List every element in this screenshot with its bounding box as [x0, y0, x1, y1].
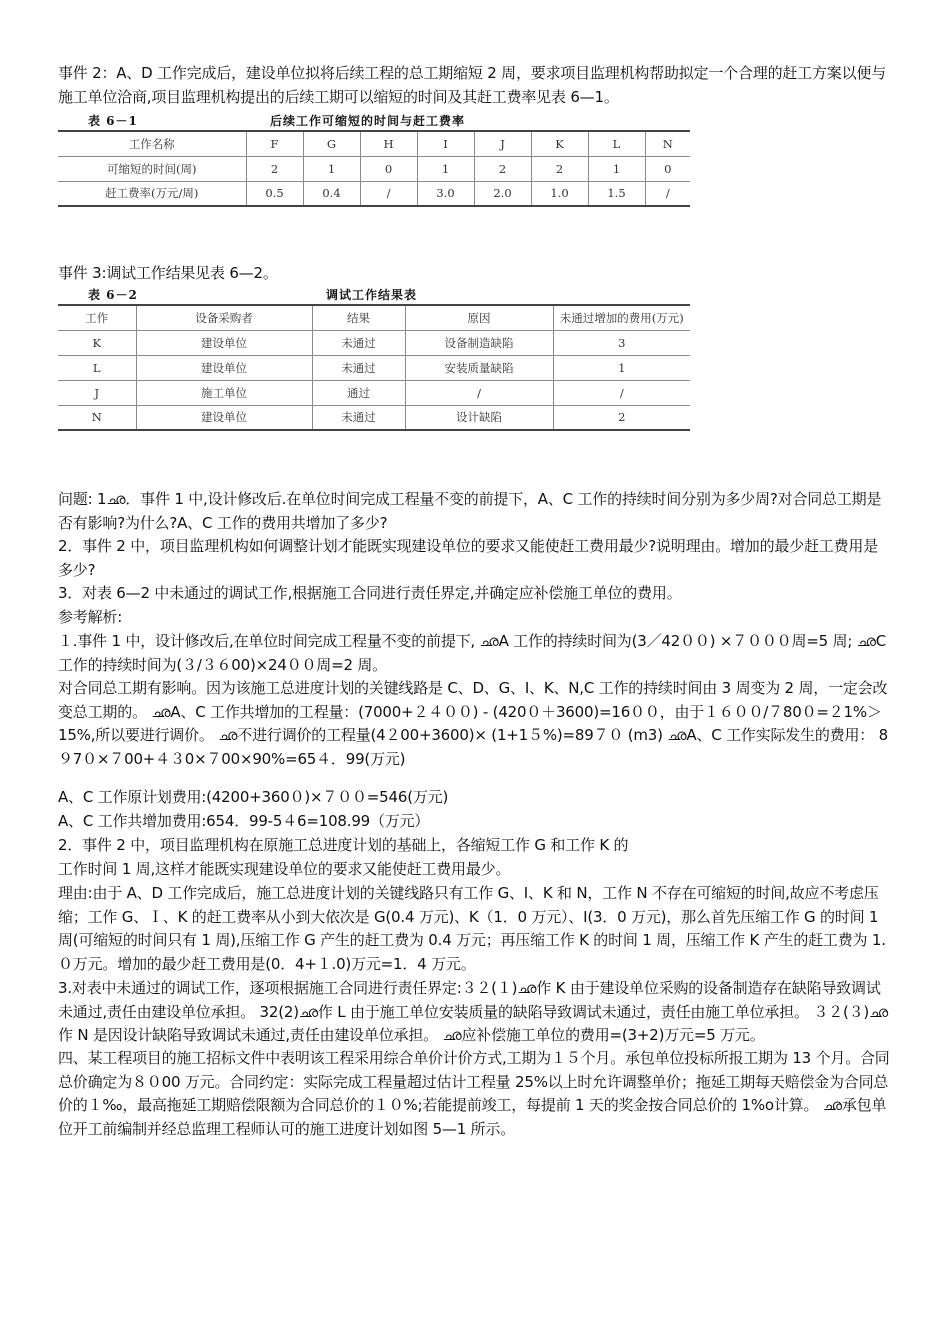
- event2-paragraph: 事件 2：A、D 工作完成后，建设单位拟将后续工程的总工期缩短 2 周，要求项目监理机构帮助拟定一个合理的赶工方案以便与施工单位洽商,项目监理机构提出的后续工期可以缩短的时间及其赶工费率见表 6—1。: [58, 64, 886, 106]
- table-header-cell: 工作名称: [58, 131, 246, 156]
- table-header-cell: 结果: [312, 305, 405, 330]
- table-cell: 3: [553, 330, 690, 355]
- table-cell: 0: [360, 156, 417, 181]
- table-cell: 2.0: [474, 181, 531, 206]
- table-cell: 未通过: [312, 405, 405, 430]
- table-cell: 0: [645, 156, 690, 181]
- table-cell: L: [58, 355, 136, 380]
- table-cell: 施工单位: [136, 380, 312, 405]
- question-1: 问题: 1ഛ．事件 1 中,设计修改后.在单位时间完成工程量不变的前提下，A、C 工作的持续时间分别为多少周?对合同总工期是否有影响?为什么?A、C 工作的费用共增加了多少?: [58, 490, 882, 532]
- table-cell: 可缩短的时间(周): [58, 156, 246, 181]
- table-cell: 2: [474, 156, 531, 181]
- table-cell: 1.5: [588, 181, 645, 206]
- table-row: [58, 156, 690, 181]
- answer-2-line2: 工作时间 1 周,这样才能既实现建设单位的要求又能使赶工费用最少。: [58, 860, 511, 878]
- table-6-2-number: 表 6－2: [88, 288, 138, 302]
- table-header-cell: H: [360, 131, 417, 156]
- table-6-2: [58, 284, 690, 431]
- table-cell: 未通过: [312, 330, 405, 355]
- table-header-cell: 未通过增加的费用(万元): [553, 305, 690, 330]
- table-6-2-caption: [58, 284, 690, 304]
- table-cell: 设计缺陷: [405, 405, 553, 430]
- table-6-2-grid: [58, 304, 690, 431]
- table-6-1-grid: [58, 130, 690, 207]
- table-6-1-title: 后续工作可缩短的时间与赶工费率: [270, 114, 466, 128]
- table-row: [58, 131, 690, 156]
- table-cell: J: [58, 380, 136, 405]
- table-header-cell: K: [531, 131, 588, 156]
- table-header-cell: G: [303, 131, 360, 156]
- answer-2-line1: 2．事件 2 中，项目监理机构在原施工总进度计划的基础上，各缩短工作 G 和工作 K 的: [58, 836, 629, 854]
- table-cell: 建设单位: [136, 405, 312, 430]
- table-cell: 0.4: [303, 181, 360, 206]
- event3-paragraph: 事件 3:调试工作结果见表 6—2。: [58, 264, 278, 282]
- table-header-cell: F: [246, 131, 303, 156]
- table-cell: 通过: [312, 380, 405, 405]
- table-6-1: [58, 110, 690, 207]
- table-row: [58, 355, 690, 380]
- table-cell: 建设单位: [136, 330, 312, 355]
- reference-heading: 参考解析:: [58, 608, 123, 626]
- table-cell: 安装质量缺陷: [405, 355, 553, 380]
- table-6-2-title: 调试工作结果表: [326, 288, 418, 302]
- table-cell: 1: [588, 156, 645, 181]
- answer-1-impact: 对合同总工期有影响。因为该施工总进度计划的关键线路是 C、D、G、I、K、N,C 工作的持续时间由 3 周变为 2 周，一定会改变总工期的。 ഛA、C 工作共增加的工程量：(7000+２４００) - (420０＋3600)=16００，由于１６００/７80０=２1%＞15%,所以要进行调价。 ഛ不进行调价的工程量(4２00+3600)× (1+1５%)=89７０ (m3) ഛA、C 工作实际发生的费用： 8９7０×７00+４３0×７00×90%=65４．99(万元): [58, 679, 889, 768]
- table-cell: 未通过: [312, 355, 405, 380]
- table-row: [58, 181, 690, 206]
- table-cell: /: [645, 181, 690, 206]
- answer-1-duration: １.事件 1 中，设计修改后,在单位时间完成工程量不变的前提下, ഛA 工作的持续时间为(3／42００) ×７０００周=5 周; ഛC 工作的持续时间为(３/３６00)×24００周=2 周。: [58, 632, 887, 674]
- answer-1-added-cost: A、C 工作共增加费用:654．99-5４6=108.99（万元）: [58, 812, 430, 830]
- table-cell: 2: [553, 405, 690, 430]
- table-cell: /: [405, 380, 553, 405]
- section-4-intro: 四、某工程项目的施工招标文件中表明该工程采用综合单价计价方式,工期为１５个月。承包单位投标所报工期为 13 个月。合同总价确定为８０00 万元。合同约定：实际完成工程量超过估计工程量 25%以上时允许调整单价；拖延工期每天赔偿金为合同总价的１‰，最高拖延工期赔偿限额为合同总价的１０%;若能提前竣工，每提前 1 天的奖金按合同总价的 1%o计算。 ഛ承包单位开工前编制并经总监理工程师认可的施工进度计划如图 5—1 所示。: [58, 1049, 890, 1138]
- table-header-cell: N: [645, 131, 690, 156]
- table-row: [58, 380, 690, 405]
- table-header-cell: J: [474, 131, 531, 156]
- table-6-1-number: 表 6－1: [88, 114, 138, 128]
- table-cell: 0.5: [246, 181, 303, 206]
- table-header-cell: I: [417, 131, 474, 156]
- question-3: 3．对表 6—2 中未通过的调试工作,根据施工合同进行责任界定,并确定应补偿施工单位的费用。: [58, 584, 682, 602]
- answer-2-reason: 理由:由于 A、D 工作完成后，施工总进度计划的关键线路只有工作 G、I、K 和 N，工作 N 不存在可缩短的时间,故应不考虑压缩；工作 G、Ｉ、K 的赶工费率从小到大依次是 G(0.4 万元)、K（1．0 万元）、I(3．0 万元)，那么首先压缩工作 G 的时间 1 周(可缩短的时间只有 1 周),压缩工作 G 产生的赶工费为 0.4 万元；再压缩工作 K 的时间 1 周，压缩工作 K 产生的赶工费为 1.０万元。增加的最少赶工费用是(0．4+１.0)万元=1．4 万元。: [58, 884, 886, 973]
- table-cell: 1: [417, 156, 474, 181]
- table-cell: 1: [303, 156, 360, 181]
- table-cell: 1: [553, 355, 690, 380]
- answer-1-original-cost: A、C 工作原计划费用:(4200+360０)×７００=546(万元): [58, 788, 449, 806]
- table-row: [58, 305, 690, 330]
- table-6-1-caption: [58, 110, 690, 130]
- table-cell: 3.0: [417, 181, 474, 206]
- table-header-cell: 工作: [58, 305, 136, 330]
- question-2: 2．事件 2 中，项目监理机构如何调整计划才能既实现建设单位的要求又能使赶工费用最少?说明理由。增加的最少赶工费用是多少?: [58, 537, 878, 579]
- table-cell: 设备制造缺陷: [405, 330, 553, 355]
- table-cell: 2: [531, 156, 588, 181]
- table-header-cell: 原因: [405, 305, 553, 330]
- answer-3: 3.对表中未通过的调试工作，逐项根据施工合同进行责任界定:３２(１)ഛ作 K 由于建设单位采购的设备制造存在缺陷导致调试未通过,责任由建设单位承担。 32(2)ഛ作 L 由于施工单位安装质量的缺陷导致调试未通过，责任由施工单位承担。 ３２(３)ഛ作 N 是因设计缺陷导致调试未通过,责任由建设单位承担。 ഛ应补偿施工单位的费用=(3+2)万元=5 万元。: [58, 979, 889, 1045]
- table-cell: /: [360, 181, 417, 206]
- table-cell: N: [58, 405, 136, 430]
- table-cell: K: [58, 330, 136, 355]
- table-cell: 2: [246, 156, 303, 181]
- table-header-cell: 设备采购者: [136, 305, 312, 330]
- table-header-cell: L: [588, 131, 645, 156]
- table-row: [58, 330, 690, 355]
- table-cell: 赶工费率(万元/周): [58, 181, 246, 206]
- table-row: [58, 405, 690, 430]
- table-cell: /: [553, 380, 690, 405]
- table-cell: 1.0: [531, 181, 588, 206]
- table-cell: 建设单位: [136, 355, 312, 380]
